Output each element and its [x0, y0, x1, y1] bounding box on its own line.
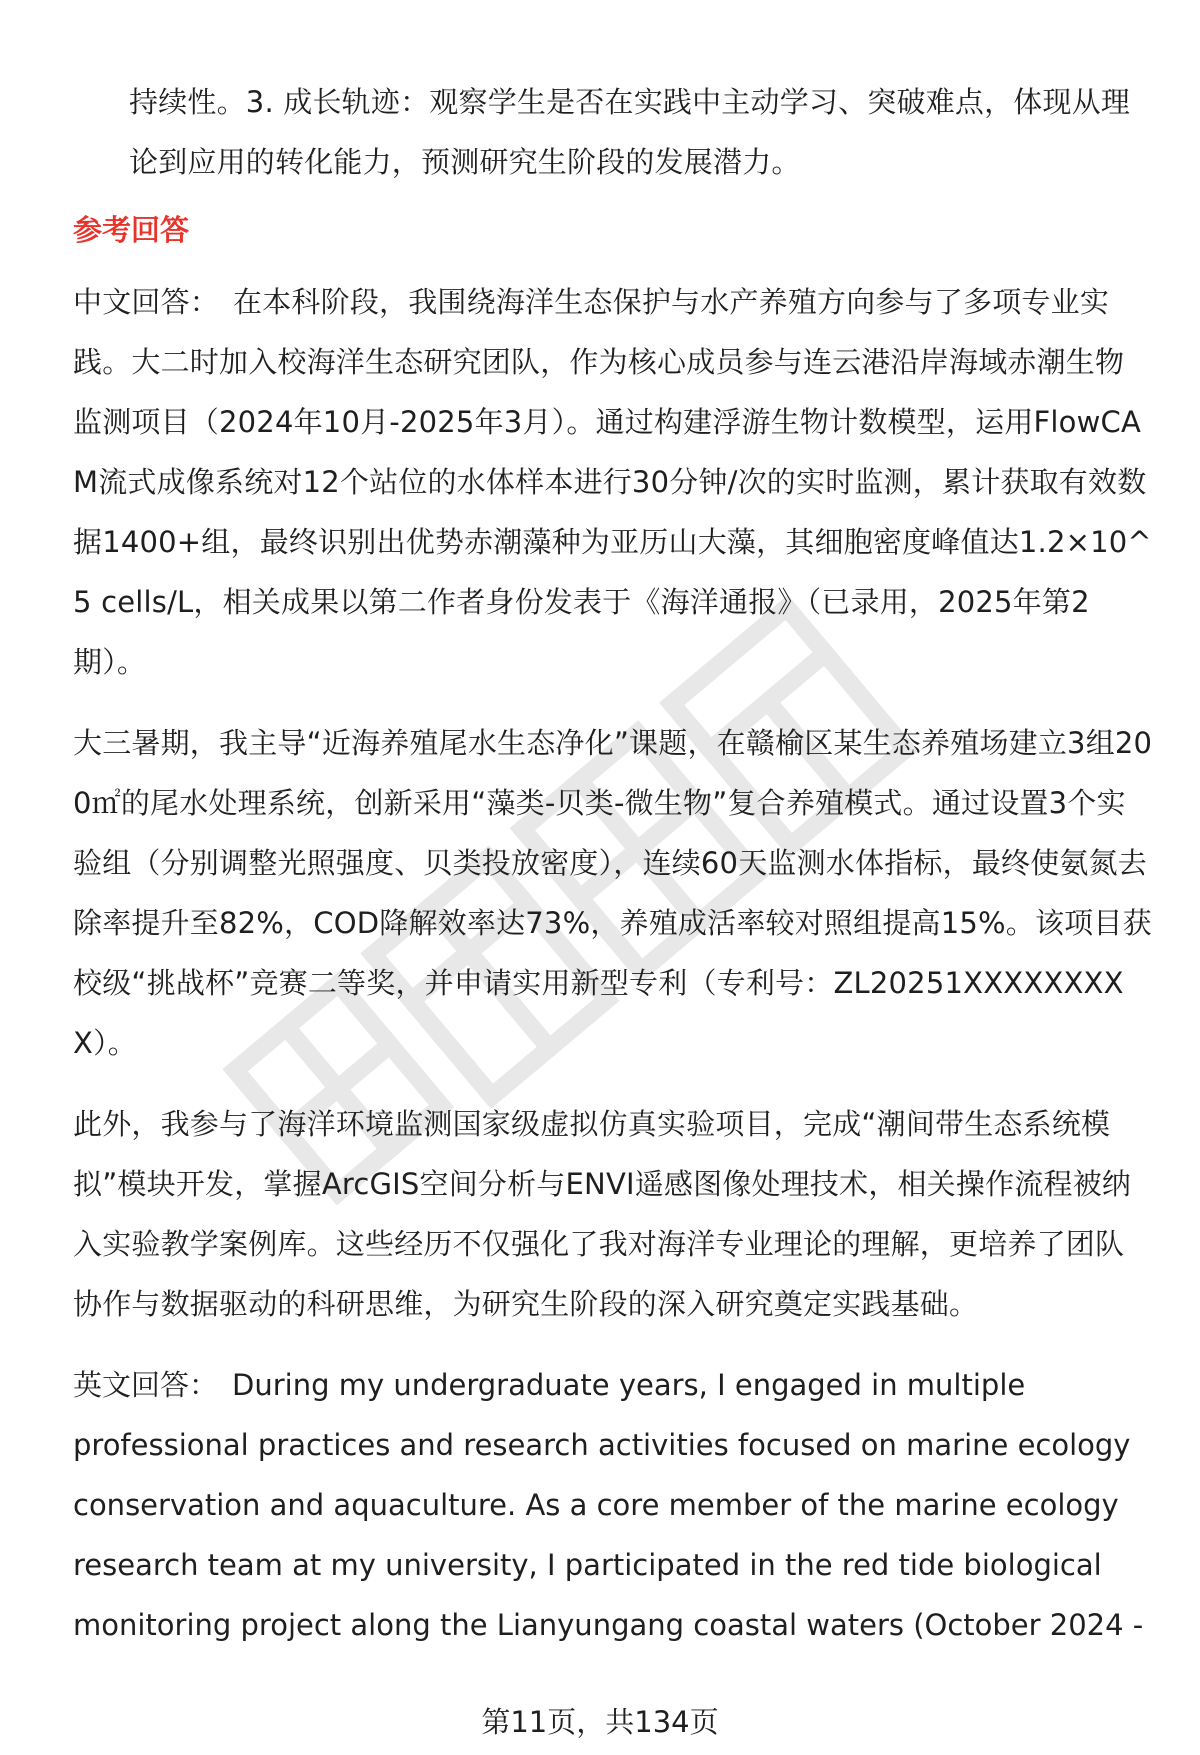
page-footer: 第11页，共134页 [481, 1705, 719, 1739]
english-answer-text-1: During my undergraduate years, I engaged in multiple professional practices and research activities focused on marine ecology conservation and aquaculture. As a core member of the marine ecology research team at my university, I participated in the red tide biological monitoring project along the Lianyungang coastal waters (October 2024 - [73, 1368, 1144, 1642]
chinese-answer-label: 中文回答： [73, 285, 220, 319]
chinese-answer-text-1: 在本科阶段，我围绕海洋生态保护与水产养殖方向参与了多项专业实践。大二时加入校海洋生态研究团队，作为核心成员参与连云港沿岸海域赤潮生物监测项目（2024年10月-2025年3月）。通过构建浮游生物计数模型，运用FlowCAM流式成像系统对12个站位的水体样本进行30分钟/次的实时监测，累计获取有效数据1400+组，最终识别出优势赤潮藻种为亚历山大藻，其细胞密度峰值达1.2×10^5 cells/L，相关成果以第二作者身份发表于《海洋通报》（已录用，2025年第2期）。 [73, 285, 1152, 679]
chinese-answer-paragraph-3: 此外，我参与了海洋环境监测国家级虚拟仿真实验项目，完成“潮间带生态系统模拟”模块开发，掌握ArcGIS空间分析与ENVI遥感图像处理技术，相关操作流程被纳入实验教学案例库。这些经历不仅强化了我对海洋专业理论的理解，更培养了团队协作与数据驱动的科研思维，为研究生阶段的深入研究奠定实践基础。 [73, 1107, 1132, 1321]
english-answer-label: 英文回答： [73, 1368, 219, 1402]
english-answer-paragraph-1 [73, 1355, 1153, 1655]
chinese-answer-paragraph-1 [73, 272, 1153, 692]
continuation-paragraph: 持续性。3. 成长轨迹：观察学生是否在实践中主动学习、突破难点，体现从理论到应用的转化能力，预测研究生阶段的发展潜力。 [129, 85, 1131, 179]
document-page [73, 72, 1153, 1676]
chinese-answer-paragraph-2: 大三暑期，我主导“近海养殖尾水生态净化”课题，在赣榆区某生态养殖场建立3组200㎡的尾水处理系统，创新采用“藻类-贝类-微生物”复合养殖模式。通过设置3个实验组（分别调整光照强度、贝类投放密度），连续60天监测水体指标，最终使氨氮去除率提升至82%，COD降解效率达73%，养殖成活率较对照组提高15%。该项目获校级“挑战杯”竞赛二等奖，并申请实用新型专利（专利号：ZL20251XXXXXXXXX）。 [73, 726, 1153, 1060]
section-heading: 参考回答 [73, 213, 190, 247]
